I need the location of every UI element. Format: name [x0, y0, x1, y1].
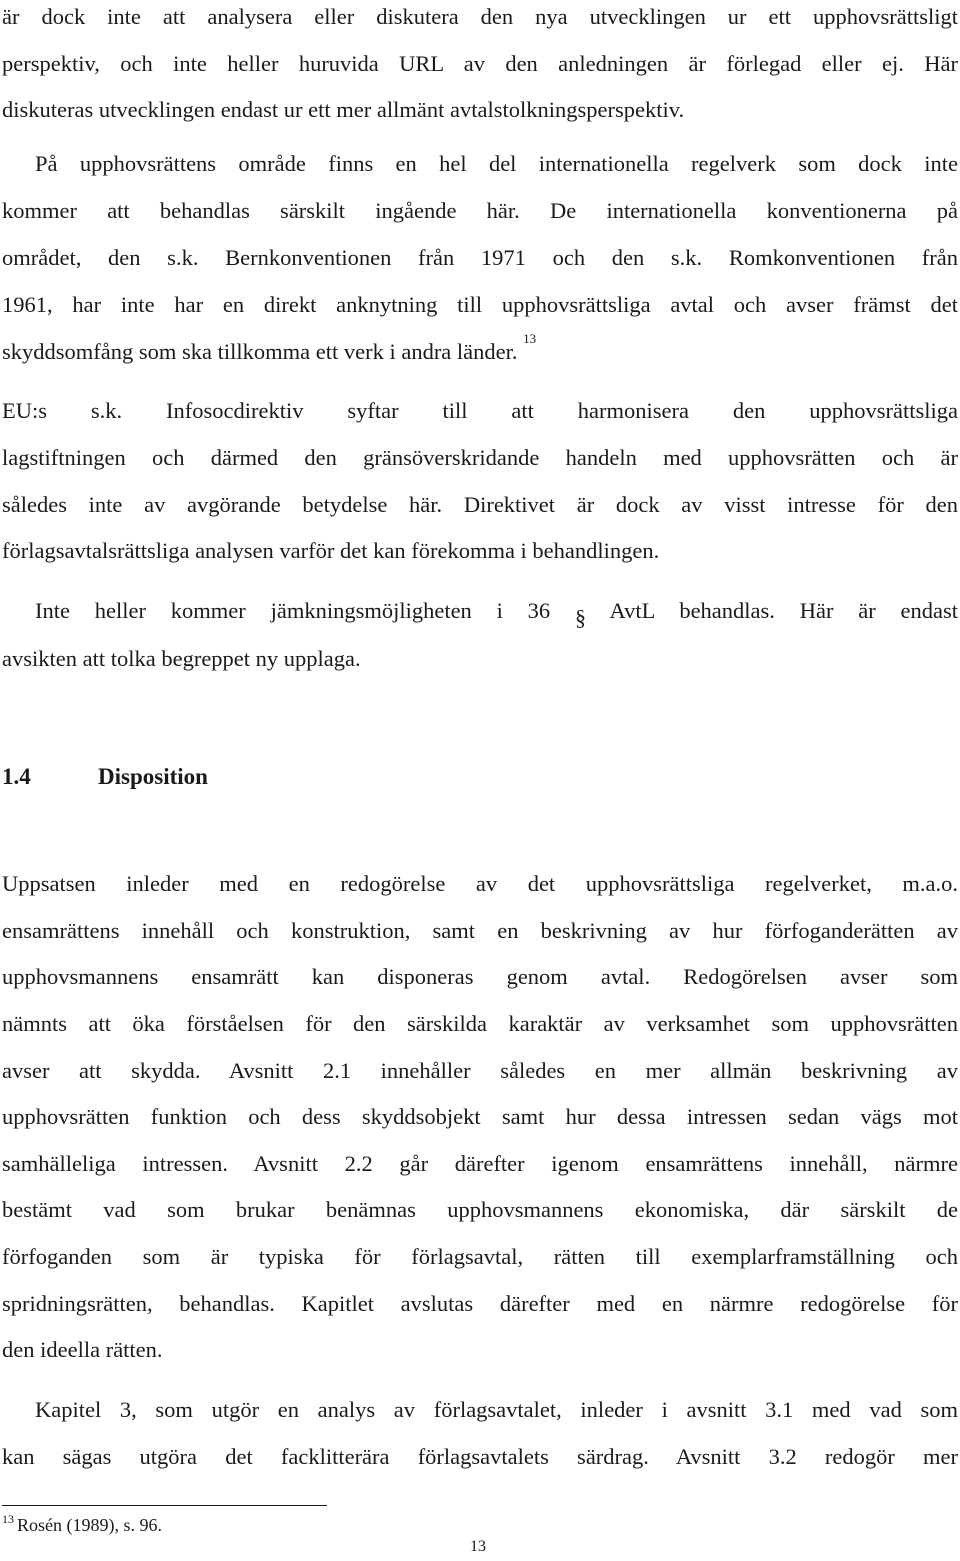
paragraph-line: kan sägas utgöra det facklitterära förlagsavtalets särdrag. Avsnitt 3.2 redogör mer	[2, 1444, 958, 1469]
paragraph-text: Inte heller kommer jämkningsmöjligheten i 36	[35, 598, 551, 623]
paragraph-line	[35, 597, 958, 630]
paragraph-line: 1961, har inte har en direkt anknytning till upphovsrättsliga avtal och avser främst det	[2, 292, 958, 317]
paragraph-line: kommer att behandlas särskilt ingående här. De internationella konventionerna på	[2, 198, 958, 223]
paragraph-line: förlagsavtalsrättsliga analysen varför det kan förekomma i behandlingen.	[2, 538, 660, 563]
paragraph-line: området, den s.k. Bernkonventionen från 1971 och den s.k. Romkonventionen från	[2, 245, 958, 270]
paragraph-line: således inte av avgörande betydelse här. Direktivet är dock av visst intresse för den	[2, 492, 958, 517]
paragraph-line: EU:s s.k. Infosocdirektiv syftar till att harmonisera den upphovsrättsliga	[2, 398, 958, 423]
page-number: 13	[470, 1538, 486, 1555]
footnote-text: Rosén (1989), s. 96.	[17, 1515, 162, 1535]
paragraph-line: diskuteras utvecklingen endast ur ett mer allmänt avtalstolkningsperspektiv.	[2, 97, 685, 122]
paragraph-line: bestämt vad som brukar benämnas upphovsmannens ekonomiska, där särskilt de	[2, 1197, 958, 1222]
footnote-divider	[2, 1505, 327, 1506]
paragraph-line: upphovsrätten funktion och dess skyddsobjekt samt hur dessa intressen sedan vägs mot	[2, 1104, 958, 1129]
paragraph-line: den ideella rätten.	[2, 1337, 163, 1362]
footnote-mark: 13	[2, 1512, 14, 1526]
paragraph-line: perspektiv, och inte heller huruvida URL av den anledningen är förlegad eller ej. Här	[2, 51, 958, 76]
footnote-reference: 13	[523, 331, 537, 346]
section-number: 1.4	[2, 764, 31, 789]
section-heading: Disposition	[98, 764, 208, 789]
paragraph-text: AvtL behandlas. Här är endast	[609, 598, 958, 623]
paragraph-line: Kapitel 3, som utgör en analys av förlagsavtalet, inleder i avsnitt 3.1 med vad som	[35, 1397, 958, 1422]
paragraph-line: avsikten att tolka begreppet ny upplaga.	[2, 646, 361, 671]
paragraph-line: är dock inte att analysera eller diskutera den nya utvecklingen ur ett upphovsrättsligt	[2, 4, 958, 29]
footnote	[2, 1514, 162, 1538]
paragraph-line: ensamrättens innehåll och konstruktion, samt en beskrivning av hur förfoganderätten av	[2, 918, 958, 943]
paragraph-line: avser att skydda. Avsnitt 2.1 innehåller således en mer allmän beskrivning av	[2, 1058, 958, 1083]
paragraph-line: nämnts att öka förståelsen för den särskilda karaktär av verksamhet som upphovsrätten	[2, 1011, 958, 1036]
paragraph-line: Uppsatsen inleder med en redogörelse av det upphovsrättsliga regelverket, m.a.o.	[2, 871, 958, 896]
paragraph-line: samhälleliga intressen. Avsnitt 2.2 går därefter igenom ensamrättens innehåll, närmre	[2, 1151, 958, 1176]
paragraph-line: spridningsrätten, behandlas. Kapitlet avslutas därefter med en närmre redogörelse för	[2, 1291, 958, 1316]
paragraph-line: På upphovsrättens område finns en hel del internationella regelverk som dock inte	[35, 151, 958, 176]
section-sign: §	[574, 605, 586, 630]
paragraph-line: förfoganden som är typiska för förlagsavtal, rätten till exemplarframställning och	[2, 1244, 958, 1269]
paragraph-line: upphovsmannens ensamrätt kan disponeras genom avtal. Redogörelsen avser som	[2, 964, 958, 989]
paragraph-line	[2, 331, 958, 366]
paragraph-line: lagstiftningen och därmed den gränsöverskridande handeln med upphovsrätten och är	[2, 445, 958, 470]
paragraph-text: skyddsomfång som ska tillkomma ett verk i andra länder.	[2, 339, 518, 364]
